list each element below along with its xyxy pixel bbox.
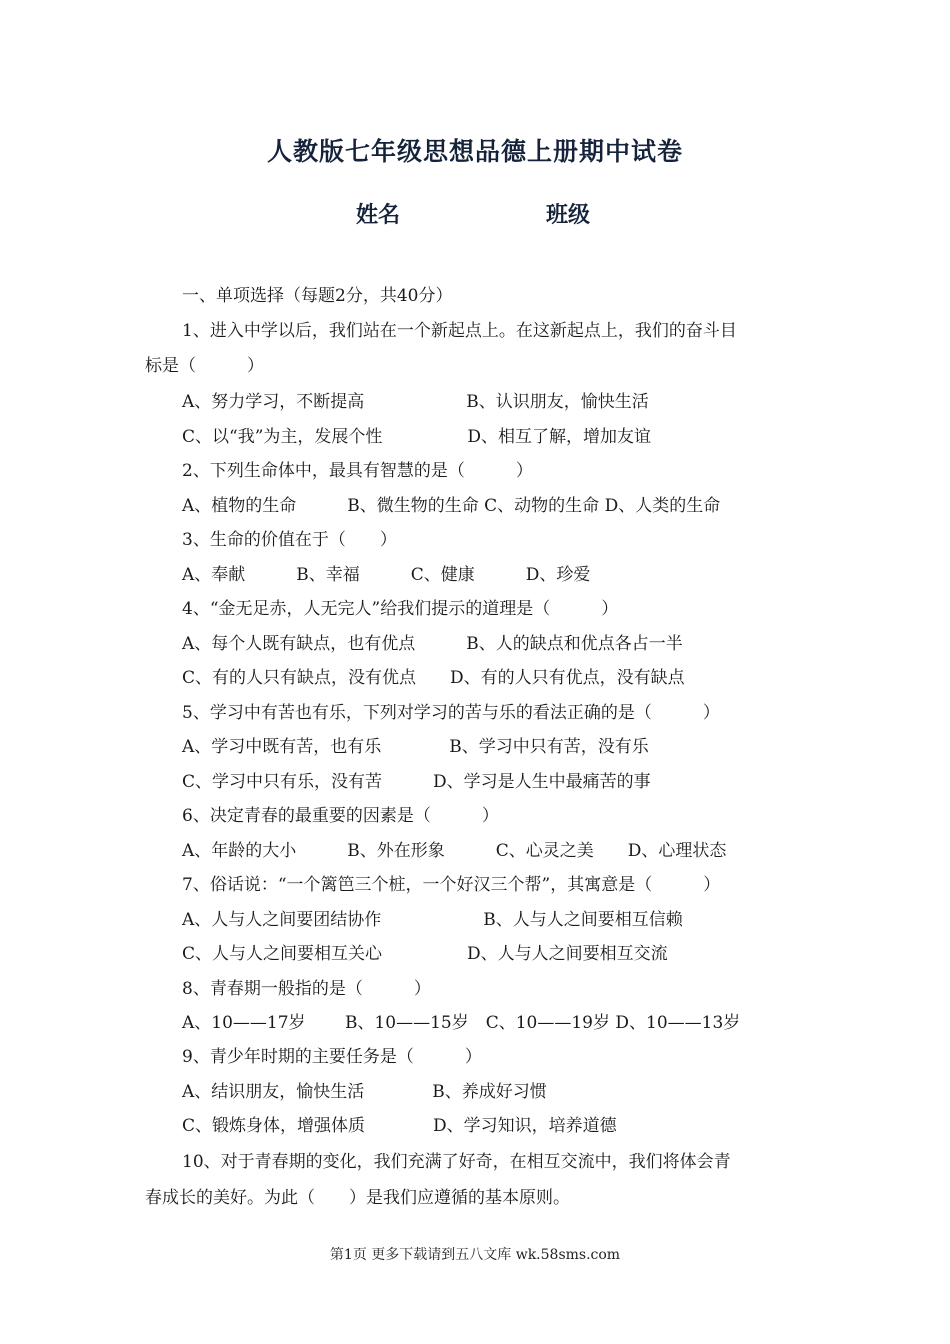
question-8-text: 8、青春期一般指的是（ ） [182, 979, 431, 999]
name-class-row [0, 198, 950, 230]
question-7-options-ab: A、人与人之间要团结协作 B、人与人之间要相互信赖 [182, 910, 683, 930]
question-3-text: 3、生命的价值在于（ ） [182, 530, 397, 550]
question-9-options-cd: C、锻炼身体，增强体质 D、学习知识，培养道德 [182, 1116, 617, 1136]
name-label: 姓名 [356, 203, 401, 228]
question-6-text: 6、决定青春的最重要的因素是（ ） [182, 806, 499, 826]
question-3-options: A、奉献 B、幸福 C、健康 D、珍爱 [182, 565, 591, 585]
question-5-text: 5、学习中有苦也有乐，下列对学习的苦与乐的看法正确的是（ ） [182, 703, 720, 723]
question-1-options-cd: C、以“我”为主，发展个性 D、相互了解，增加友谊 [182, 427, 652, 447]
question-4-options-cd: C、有的人只有缺点，没有优点 D、有的人只有优点，没有缺点 [182, 668, 685, 688]
question-7-text: 7、俗话说：“一个篱笆三个桩，一个好汉三个帮”，其寓意是（ ） [182, 875, 721, 895]
question-1-options-ab: A、努力学习，不断提高 B、认识朋友，愉快生活 [182, 392, 649, 412]
question-1-text-cont: 标是（ ） [145, 356, 264, 376]
question-9-text: 9、青少年时期的主要任务是（ ） [182, 1047, 482, 1067]
question-1-text: 1、进入中学以后，我们站在一个新起点上。在这新起点上，我们的奋斗目 [182, 321, 737, 341]
question-10-text-cont: 春成长的美好。为此（ ）是我们应遵循的基本原则。 [145, 1188, 570, 1208]
question-4-text: 4、“金无足赤，人无完人”给我们提示的道理是（ ） [182, 599, 619, 619]
question-2-text: 2、下列生命体中，最具有智慧的是（ ） [182, 461, 533, 481]
question-8-options: A、10——17岁 B、10——15岁 C、10——19岁 D、10——13岁 [182, 1013, 741, 1033]
question-2-options: A、植物的生命 B、微生物的生命 C、动物的生命 D、人类的生命 [182, 496, 721, 516]
page-title: 人教版七年级思想品德上册期中试卷 [266, 137, 683, 166]
question-6-options: A、年龄的大小 B、外在形象 C、心灵之美 D、心理状态 [182, 841, 727, 861]
question-9-options-ab: A、结识朋友，愉快生活 B、养成好习惯 [182, 1082, 547, 1102]
question-7-options-cd: C、人与人之间要相互关心 D、人与人之间要相互交流 [182, 944, 668, 964]
question-4-options-ab: A、每个人既有缺点，也有优点 B、人的缺点和优点各占一半 [182, 634, 683, 654]
page-footer: 第1页 更多下载请到五八文库 wk.58sms.com [329, 1247, 621, 1263]
section-heading: 一、单项选择（每题2分，共40分） [182, 286, 453, 306]
question-5-options-ab: A、学习中既有苦，也有乐 B、学习中只有苦，没有乐 [182, 737, 649, 757]
question-10-text: 10、对于青春期的变化，我们充满了好奇，在相互交流中，我们将体会青 [182, 1152, 731, 1172]
class-label: 班级 [546, 203, 591, 228]
question-5-options-cd: C、学习中只有乐，没有苦 D、学习是人生中最痛苦的事 [182, 772, 651, 792]
